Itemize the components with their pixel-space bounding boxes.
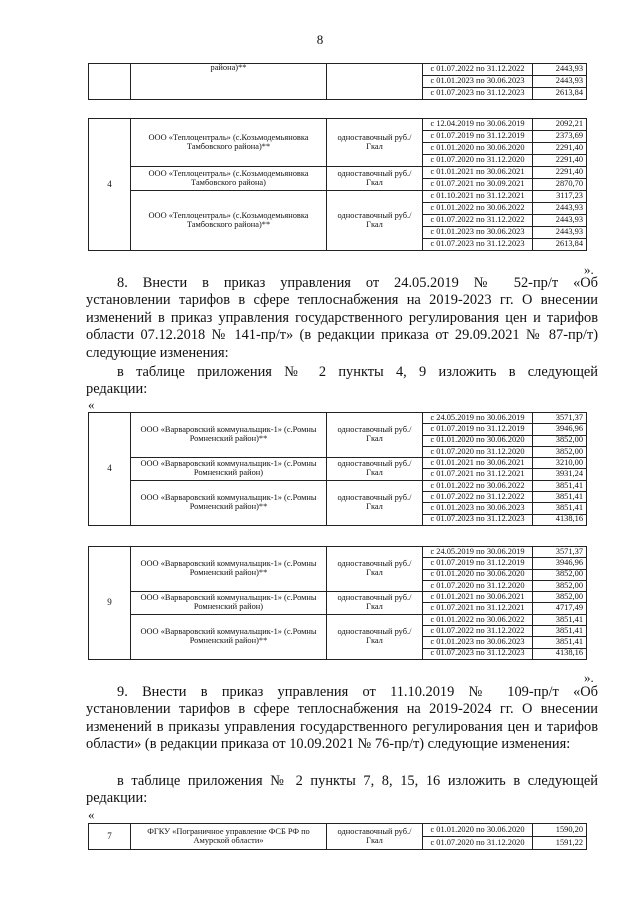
period-cell: с 24.05.2019 по 30.06.2019	[423, 413, 533, 424]
section-8-text: установлении тарифов в сфере теплоснабжения на 2019-2023 гг. О внесении изменений в приказ управления государственного регулирования цен и тарифов области 07.12.2018 № 141-пр/т» (в редакции приказа от 29.09.2021 № 87-пр/т) следующие изменения:	[86, 292, 598, 361]
tariff-value-cell: 1591,22	[533, 837, 587, 850]
tariff-value-cell: 1590,20	[533, 824, 587, 837]
item-number: 4	[89, 119, 131, 251]
organization-name: ООО «Варваровский коммунальщик-1» (с.Ромны Ромненский район)**	[131, 547, 327, 592]
tariff-value-cell: 3931,24	[533, 469, 587, 480]
tariff-row	[89, 413, 587, 424]
closing-quote-mark: ».	[584, 670, 594, 685]
period-cell: с 01.07.2022 по 31.12.2022	[423, 64, 533, 76]
tariff-table-continuation	[88, 63, 587, 100]
tariff-value-cell: 2291,40	[533, 143, 587, 155]
unit-cell	[327, 64, 423, 100]
period-cell: с 01.07.2022 по 31.12.2022	[423, 626, 533, 637]
section-9-text: установлении тарифов в сфере теплоснабжения на 2019-2024 гг. О внесении изменений в приказы управления государственного регулирования цен и тарифов области» (в редакции приказа от 10.09.2021 № 76-пр/т) следующие изменения:	[86, 701, 598, 752]
period-cell: с 01.01.2023 по 30.06.2023	[423, 637, 533, 648]
period-cell: с 01.01.2021 по 30.06.2021	[423, 592, 533, 603]
opening-quote-mark: «	[88, 807, 95, 822]
tariff-unit: одноставочный руб./Гкал	[327, 167, 423, 191]
tariff-unit: одноставочный руб./Гкал	[327, 458, 423, 481]
item-number: 7	[89, 824, 131, 850]
tariff-value-cell: 3946,96	[533, 558, 587, 569]
period-cell: с 01.01.2023 по 30.06.2023	[423, 227, 533, 239]
period-cell: с 01.01.2022 по 30.06.2022	[423, 614, 533, 625]
organization-name: ФГКУ «Пограничное управление ФСБ РФ по Амурской области»	[131, 824, 327, 850]
section-9-first-line: 9. Внести в приказ управления от 11.10.2019 № 109-пр/т «Об	[117, 684, 598, 700]
organization-name: ООО «Варваровский коммунальщик-1» (с.Ромны Ромненский район)	[131, 458, 327, 481]
period-cell: с 12.04.2019 по 30.06.2019	[423, 119, 533, 131]
tariff-value-cell: 3851,41	[533, 637, 587, 648]
section-9-instruction-end: редакции:	[86, 790, 148, 806]
tariff-unit: одноставочный руб./Гкал	[327, 480, 423, 525]
tariff-unit: одноставочный руб./Гкал	[327, 592, 423, 615]
item-number: 9	[89, 547, 131, 660]
organization-name: ООО «Варваровский коммунальщик-1» (с.Ромны Ромненский район)**	[131, 480, 327, 525]
tariff-value-cell: 3852,00	[533, 592, 587, 603]
period-cell: с 01.07.2022 по 31.12.2022	[423, 492, 533, 503]
period-cell: с 01.07.2023 по 31.12.2023	[423, 514, 533, 525]
page-number: 8	[316, 32, 324, 47]
period-cell: с 01.01.2021 по 30.06.2021	[423, 167, 533, 179]
tariff-value-cell: 3852,00	[533, 435, 587, 446]
org-cell: района)**	[131, 64, 327, 100]
tariff-row	[89, 547, 587, 558]
period-cell: с 01.07.2021 по 30.09.2021	[423, 179, 533, 191]
tariff-row	[89, 191, 587, 203]
organization-name: ООО «Варваровский коммунальщик-1» (с.Ромны Ромненский район)**	[131, 413, 327, 458]
period-cell: с 01.01.2023 по 30.06.2023	[423, 76, 533, 88]
tariff-row	[89, 592, 587, 603]
closing-quote-mark: ».	[584, 262, 594, 277]
tariff-value-cell: 4717,49	[533, 603, 587, 614]
tariff-value-cell: 3851,41	[533, 480, 587, 491]
tariff-value-cell: 3852,00	[533, 569, 587, 580]
tariff-unit: одноставочный руб./Гкал	[327, 119, 423, 167]
organization-name: ООО «Варваровский коммунальщик-1» (с.Ромны Ромненский район)**	[131, 614, 327, 659]
organization-name: ООО «Варваровский коммунальщик-1» (с.Ромны Ромненский район)	[131, 592, 327, 615]
period-cell: с 01.07.2019 по 31.12.2019	[423, 558, 533, 569]
tariff-row	[89, 480, 587, 491]
section-8-instruction: в таблице приложения № 2 пункты 4, 9 изложить в следующей	[117, 364, 598, 380]
tariff-table-item-4-teplocentral	[88, 118, 587, 251]
tariff-unit: одноставочный руб./Гкал	[327, 547, 423, 592]
tariff-row	[89, 167, 587, 179]
period-cell: с 01.07.2023 по 31.12.2023	[423, 648, 533, 659]
tariff-table-item-4-varvarovsky	[88, 412, 587, 526]
tariff-unit: одноставочный руб./Гкал	[327, 191, 423, 251]
period-cell: с 01.07.2022 по 31.12.2022	[423, 215, 533, 227]
tariff-value-cell: 2613,84	[533, 239, 587, 251]
tariff-value-cell: 3210,00	[533, 458, 587, 469]
organization-name: ООО «Теплоцентраль» (с.Козьмодемьяновка Тамбовского района)**	[131, 191, 327, 251]
period-cell: с 01.01.2023 по 30.06.2023	[423, 503, 533, 514]
tariff-value-cell: 3852,00	[533, 446, 587, 457]
tariff-value-cell: 3117,23	[533, 191, 587, 203]
tariff-value-cell: 3946,96	[533, 424, 587, 435]
period-cell: с 01.07.2023 по 31.12.2023	[423, 88, 533, 100]
tariff-value-cell: 2373,69	[533, 131, 587, 143]
tariff-value-cell: 2613,84	[533, 88, 587, 100]
tariff-value-cell: 3852,00	[533, 580, 587, 591]
period-cell: с 01.07.2020 по 31.12.2020	[423, 155, 533, 167]
tariff-value-cell: 3851,41	[533, 492, 587, 503]
organization-name: ООО «Теплоцентраль» (с.Козьмодемьяновка Тамбовского района)**	[131, 119, 327, 167]
period-cell: с 01.01.2020 по 30.06.2020	[423, 435, 533, 446]
tariff-value-cell: 2291,40	[533, 167, 587, 179]
period-cell: с 01.01.2020 по 30.06.2020	[423, 569, 533, 580]
section-8-first-line: 8. Внести в приказ управления от 24.05.2019 № 52-пр/т «Об	[117, 275, 598, 291]
tariff-value-cell: 2092,21	[533, 119, 587, 131]
tariff-value-cell: 2443,93	[533, 215, 587, 227]
tariff-row	[89, 119, 587, 131]
tariff-value-cell: 2443,93	[533, 76, 587, 88]
period-cell: с 24.05.2019 по 30.06.2019	[423, 547, 533, 558]
item-number: 4	[89, 413, 131, 526]
tariff-unit: одноставочный руб./Гкал	[327, 614, 423, 659]
tariff-value-cell: 2443,93	[533, 203, 587, 215]
tariff-unit: одноставочный руб./Гкал	[327, 413, 423, 458]
tariff-row	[89, 614, 587, 625]
tariff-value-cell: 3851,41	[533, 626, 587, 637]
tariff-row	[89, 458, 587, 469]
tariff-table-item-7	[88, 823, 587, 850]
tariff-table-item-9-varvarovsky	[88, 546, 587, 660]
period-cell: с 01.07.2021 по 31.12.2021	[423, 603, 533, 614]
section-9-instruction: в таблице приложения № 2 пункты 7, 8, 15, 16 изложить в следующей	[117, 773, 598, 789]
period-cell: с 01.10.2021 по 31.12.2021	[423, 191, 533, 203]
period-cell: с 01.01.2020 по 30.06.2020	[423, 824, 533, 837]
tariff-value-cell: 2443,93	[533, 227, 587, 239]
tariff-value-cell: 4138,16	[533, 514, 587, 525]
period-cell: с 01.07.2020 по 31.12.2020	[423, 580, 533, 591]
tariff-value-cell: 2291,40	[533, 155, 587, 167]
tariff-value-cell: 3571,37	[533, 547, 587, 558]
tariff-value-cell: 4138,16	[533, 648, 587, 659]
tariff-value-cell: 3851,41	[533, 614, 587, 625]
period-cell: с 01.01.2020 по 30.06.2020	[423, 143, 533, 155]
period-cell: с 01.07.2020 по 31.12.2020	[423, 446, 533, 457]
organization-name: ООО «Теплоцентраль» (с.Козьмодемьяновка Тамбовского района)	[131, 167, 327, 191]
tariff-value-cell: 2870,70	[533, 179, 587, 191]
number-cell	[89, 64, 131, 100]
period-cell: с 01.07.2019 по 31.12.2019	[423, 131, 533, 143]
tariff-value-cell: 2443,93	[533, 64, 587, 76]
tariff-value-cell: 3851,41	[533, 503, 587, 514]
period-cell: с 01.01.2022 по 30.06.2022	[423, 480, 533, 491]
period-cell: с 01.01.2022 по 30.06.2022	[423, 203, 533, 215]
section-8-instruction-end: редакции:	[86, 381, 148, 397]
tariff-unit: одноставочный руб./Гкал	[327, 824, 423, 850]
period-cell: с 01.07.2021 по 31.12.2021	[423, 469, 533, 480]
opening-quote-mark: «	[88, 397, 95, 412]
period-cell: с 01.01.2021 по 30.06.2021	[423, 458, 533, 469]
period-cell: с 01.07.2019 по 31.12.2019	[423, 424, 533, 435]
period-cell: с 01.07.2020 по 31.12.2020	[423, 837, 533, 850]
tariff-value-cell: 3571,37	[533, 413, 587, 424]
period-cell: с 01.07.2023 по 31.12.2023	[423, 239, 533, 251]
